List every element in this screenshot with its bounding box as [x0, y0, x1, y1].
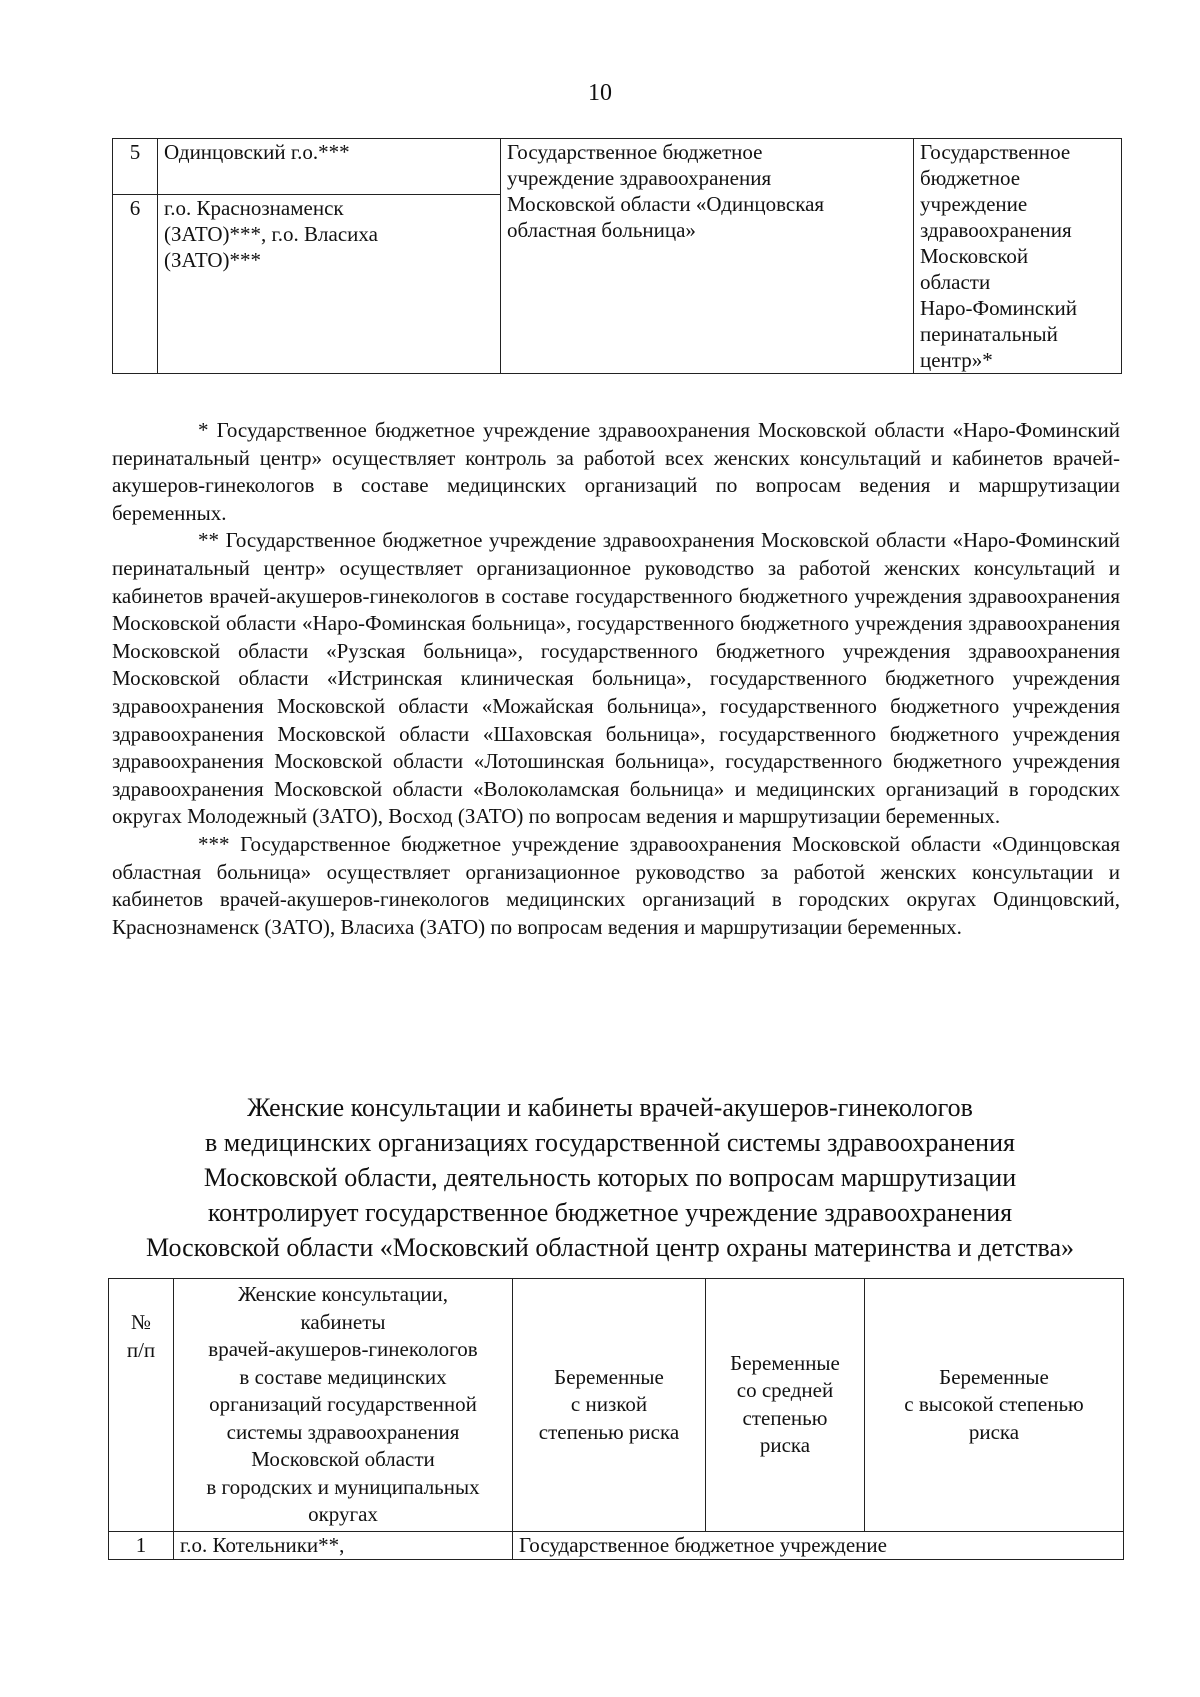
footnote-1: * Государственное бюджетное учреждение здравоохранения Московской области «Наро-Фоминский перинатальный центр» осуществляет контроль за работой всех женских консультаций и кабинетов врачей-акушеров-гинекологов в составе медицинских организаций по вопросам ведения и маршрутизации беременных.	[112, 418, 1120, 525]
footnote-3: *** Государственное бюджетное учреждение здравоохранения Московской области «Одинцовская областная больница» осуществляет организационное руководство за работой женских консультации и кабинетов врачей-акушеров-гинекологов медицинских организаций в городских округах Одинцовский, Краснознаменск (ЗАТО), Власиха (ЗАТО) по вопросам ведения и маршрутизации беременных.	[112, 831, 1120, 939]
column-header-low-risk: Беременные с низкой степенью риска	[513, 1279, 706, 1532]
district-cell: г.о. Краснознаменск (ЗАТО)***, г.о. Власиха (ЗАТО)***	[158, 195, 501, 374]
district-cell: г.о. Котельники**,	[174, 1531, 513, 1560]
page-number: 10	[588, 80, 612, 106]
bottom-table	[108, 1278, 1124, 1560]
column-header-clinics: Женские консультации, кабинеты врачей-акушеров-гинекологов в составе медицинских организаций государственной системы здравоохранения Московской области в городских и муниципальных округах	[174, 1279, 513, 1532]
organization-cell: Государственное бюджетное учреждение	[513, 1531, 1124, 1560]
row-number: 6	[113, 195, 158, 374]
district-cell: Одинцовский г.о.***	[158, 139, 501, 195]
perinatal-center-cell: Государственное бюджетное учреждение здравоохранения Московской области Наро-Фоминский перинатальный центр»*	[914, 139, 1122, 374]
section-heading: Женские консультации и кабинеты врачей-акушеров-гинекологов в медицинских организациях государственной системы здравоохранения Московской области, деятельность которых по вопросам маршрутизации контролирует государственное бюджетное учреждение здравоохранения Московской области «Московский областной центр охраны материнства и детства»	[145, 1093, 1074, 1262]
top-table	[112, 138, 1122, 374]
row-number: 1	[109, 1531, 174, 1560]
column-header-high-risk: Беременные с высокой степенью риска	[865, 1279, 1124, 1532]
supervising-hospital-cell: Государственное бюджетное учреждение здравоохранения Московской области «Одинцовская областная больница»	[501, 139, 914, 374]
column-header-number: № п/п	[109, 1279, 174, 1532]
row-number: 5	[113, 139, 158, 195]
table-row	[113, 139, 1122, 195]
table-row	[109, 1531, 1124, 1560]
table-header-row	[109, 1279, 1124, 1532]
column-header-medium-risk: Беременные со средней степенью риска	[706, 1279, 865, 1532]
footnote-2: ** Государственное бюджетное учреждение здравоохранения Московской области «Наро-Фоминский перинатальный центр» осуществляет организационное руководство за работой женских консультаций и кабинетов врачей-акушеров-гинекологов в составе государственного бюджетного учреждения здравоохранения Московской области «Наро-Фоминская больница», государственного бюджетного учреждения здравоохранения Московской области «Рузская больница», государственного бюджетного учреждения здравоохранения Московской области «Истринская клиническая больница», государственного бюджетного учреждения здравоохранения Московской области «Можайская больница», государственного бюджетного учреждения здравоохранения Московской области «Шаховская больница», государственного бюджетного учреждения здравоохранения Московской области «Лотошинская больница», государственного бюджетного учреждения здравоохранения Московской области «Волоколамская больница» и медицинских организаций в городских округах Молодежный (ЗАТО), Восход (ЗАТО) по вопросам ведения и маршрутизации беременных.	[112, 528, 1120, 829]
footnotes	[112, 417, 1120, 941]
